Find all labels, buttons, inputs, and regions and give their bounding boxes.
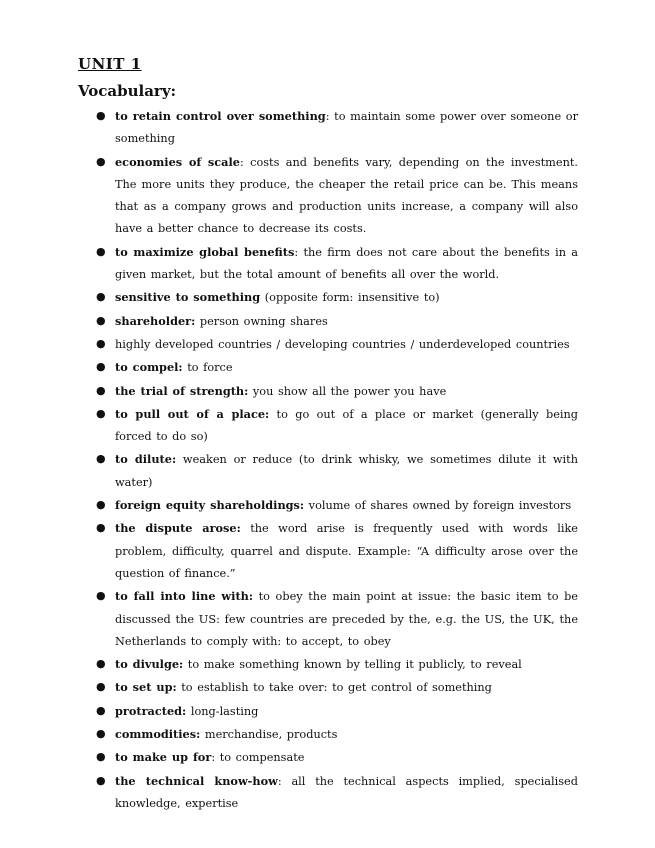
- vocab-term: the trial of strength:: [115, 383, 249, 398]
- vocab-definition: costs and benefits vary, depending on the investment. The more units they produce, the cheaper the retail price can be. This means that as a company grows and production units increase, a company will also have a better chance to decrease its costs.: [115, 155, 578, 236]
- vocab-definition: : all the technical aspects implied, specialised knowledge, expertise: [115, 774, 578, 810]
- vocab-item: [0, 585, 655, 653]
- vocab-term: commodities:: [115, 727, 201, 742]
- vocab-item: [0, 653, 655, 676]
- bullet-icon: ●: [96, 154, 106, 168]
- vocab-term: to pull out of a place:: [115, 406, 270, 421]
- vocab-definition: the firm does not care about the benefits in a given market, but the total amount of benefits all over the world.: [115, 245, 579, 282]
- bullet-icon: ●: [96, 109, 106, 122]
- unit-title: UNIT 1: [78, 55, 142, 73]
- vocabulary-list: [0, 105, 655, 815]
- vocab-term: economies of scale: [115, 154, 240, 169]
- bullet-icon: ●: [96, 680, 106, 694]
- vocab-item: [0, 448, 655, 494]
- bullet-icon: ●: [96, 727, 106, 741]
- vocab-item: [0, 151, 655, 241]
- vocab-definition: long-lasting: [186, 704, 259, 718]
- bullet-icon: ●: [96, 703, 106, 717]
- vocab-term: sensitive to something: [115, 290, 261, 305]
- bullet-icon: ●: [96, 406, 106, 420]
- vocab-term: to retain control over something: [115, 109, 326, 123]
- vocab-definition: to establish to take over: to get control of something: [176, 681, 492, 695]
- bullet-icon: ●: [96, 521, 106, 535]
- bullet-icon: ●: [96, 244, 106, 258]
- vocab-term: to make up for: [115, 750, 212, 765]
- bullet-icon: ●: [96, 498, 106, 512]
- vocab-item: [0, 746, 655, 769]
- bullet-icon: ●: [96, 336, 106, 350]
- vocab-term: to dilute:: [115, 452, 177, 467]
- vocab-item: [0, 333, 655, 356]
- vocab-term: to set up:: [115, 680, 177, 695]
- vocab-term: to fall into line with:: [115, 589, 254, 604]
- bullet-icon: ●: [96, 383, 106, 397]
- vocab-definition: to maintain some power over someone or something: [115, 110, 578, 146]
- vocab-item: [0, 380, 655, 403]
- vocab-item: [0, 770, 655, 816]
- vocab-term: to compel:: [115, 360, 183, 375]
- vocab-definition: to force: [182, 361, 233, 375]
- vocab-separator: :: [239, 155, 244, 169]
- bullet-icon: ●: [96, 773, 106, 787]
- vocab-term: shareholder:: [115, 313, 196, 328]
- vocab-item: [0, 517, 655, 585]
- vocab-definition: the word arise is frequently used with words like problem, difficulty, quarrel and dispute. Example: “A difficulty arose over the question of finance.”: [115, 522, 578, 580]
- vocab-separator: :: [294, 245, 299, 259]
- vocab-definition: : to compensate: [211, 751, 305, 765]
- vocab-definition: person owning shares: [195, 314, 328, 328]
- vocab-definition: merchandise, products: [200, 728, 338, 742]
- vocab-term: protracted:: [115, 703, 187, 718]
- vocab-definition: weaken or reduce (to drink whisky, we sometimes dilute it with water): [115, 453, 578, 489]
- vocab-item: [0, 356, 655, 379]
- vocab-definition: to go out of a place or market (generally being forced to do so): [115, 407, 578, 444]
- bullet-icon: ●: [96, 290, 106, 304]
- bullet-icon: ●: [96, 360, 106, 374]
- vocab-separator: :: [325, 110, 330, 123]
- vocab-definition: you show all the power you have: [248, 384, 447, 398]
- bullet-icon: ●: [96, 452, 106, 466]
- vocab-term: to divulge:: [115, 657, 184, 672]
- vocab-term: foreign equity shareholdings:: [115, 498, 305, 513]
- vocab-item: [0, 241, 655, 287]
- bullet-icon: ●: [96, 589, 106, 603]
- vocab-item: [0, 700, 655, 723]
- vocab-item: [0, 105, 655, 151]
- vocab-term: the technical know-how: [115, 773, 278, 788]
- vocab-definition: to obey the main point at issue: the basic item to be discussed the US: few countries are preceded by the, e.g. the US, the UK, the Netherlands to comply with: to accept, to obey: [115, 590, 578, 648]
- vocab-item: [0, 403, 655, 449]
- vocab-term: to maximize global benefits: [115, 244, 295, 259]
- vocab-item: [0, 286, 655, 309]
- vocab-item: [0, 676, 655, 699]
- bullet-icon: ●: [96, 657, 106, 671]
- bullet-icon: ●: [96, 313, 106, 327]
- vocab-definition: volume of shares owned by foreign investors: [304, 499, 572, 513]
- vocab-item: [0, 494, 655, 517]
- vocab-definition: highly developed countries / developing countries / underdeveloped countries: [115, 337, 570, 351]
- vocab-definition: (opposite form: insensitive to): [260, 291, 440, 305]
- vocab-item: [0, 310, 655, 333]
- vocab-definition: to make something known by telling it publicly, to reveal: [183, 658, 522, 672]
- bullet-icon: ●: [96, 750, 106, 764]
- vocab-term: the dispute arose:: [115, 521, 241, 536]
- vocabulary-heading: Vocabulary:: [78, 82, 177, 100]
- vocab-item: [0, 723, 655, 746]
